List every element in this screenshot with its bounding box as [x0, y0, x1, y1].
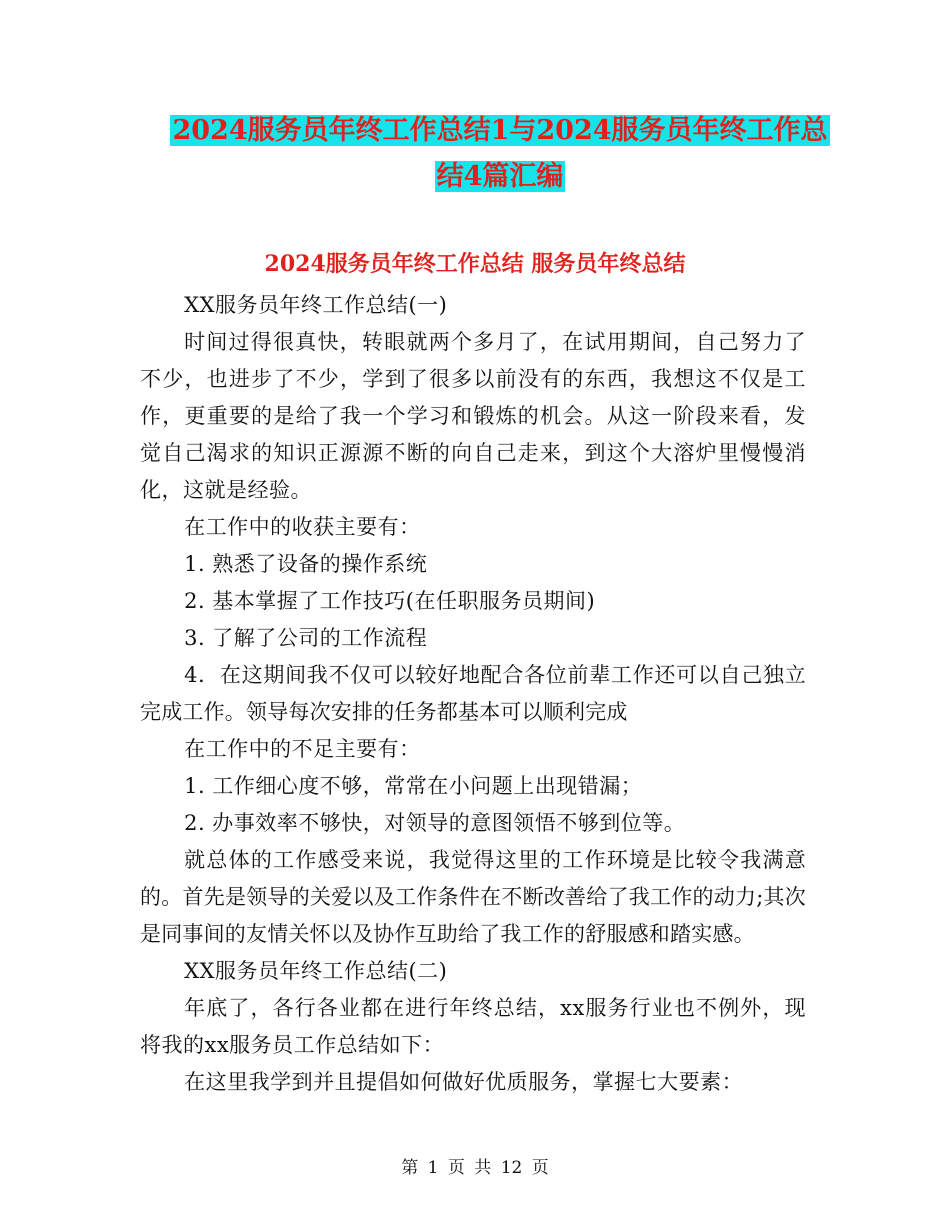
title-highlight-2: 结4篇汇编	[436, 161, 564, 192]
document-title-line-1	[140, 108, 860, 154]
list-item-gain-4: 4．在这期间我不仅可以较好地配合各位前辈工作还可以自己独立完成工作。领导每次安排的任务都基本可以顺利完成	[140, 663, 806, 724]
list-item-gain-2: 2. 基本掌握了工作技巧(在任职服务员期间)	[184, 589, 596, 613]
paragraph-seven-elements: 在这里我学到并且提倡如何做好优质服务，掌握七大要素：	[184, 1070, 744, 1094]
section-subtitle: 2024服务员年终工作总结 服务员年终总结	[264, 251, 686, 277]
heading-shortcomings: 在工作中的不足主要有：	[184, 737, 421, 761]
page-footer: 第 1 页 共 12 页	[401, 1158, 549, 1178]
heading-summary-2: XX服务员年终工作总结(二)	[184, 959, 448, 983]
list-item-gain-3: 3. 了解了公司的工作流程	[184, 626, 428, 650]
paragraph-intro: 时间过得很真快，转眼就两个多月了，在试用期间，自己努力了不少，也进步了不少，学到了很多以前没有的东西，我想这不仅是工作，更重要的是给了我一个学习和锻炼的机会。从这一阶段来看，发觉自己渴求的知识正源源不断的向自己走来，到这个大溶炉里慢慢消化，这就是经验。	[140, 330, 806, 502]
paragraph-year-end: 年底了，各行各业都在进行年终总结，xx服务行业也不例外，现将我的xx服务员工作总结如下：	[140, 996, 806, 1057]
list-item-gain-1: 1. 熟悉了设备的操作系统	[184, 552, 428, 576]
paragraph-overall-feeling: 就总体的工作感受来说，我觉得这里的工作环境是比较令我满意的。首先是领导的关爱以及工作条件在不断改善给了我工作的动力;其次是同事间的友情关怀以及协作互助给了我工作的舒服感和踏实感。	[140, 848, 806, 946]
heading-gains: 在工作中的收获主要有：	[184, 515, 421, 539]
list-item-shortcoming-2: 2. 办事效率不够快，对领导的意图领悟不够到位等。	[184, 811, 686, 835]
heading-summary-1: XX服务员年终工作总结(一)	[184, 293, 448, 317]
document-body	[140, 287, 806, 1101]
list-item-shortcoming-1: 1. 工作细心度不够，常常在小问题上出现错漏；	[184, 774, 643, 798]
title-highlight-1: 2024服务员年终工作总结1与2024服务员年终工作总	[172, 115, 828, 146]
document-title-line-2	[140, 154, 860, 200]
